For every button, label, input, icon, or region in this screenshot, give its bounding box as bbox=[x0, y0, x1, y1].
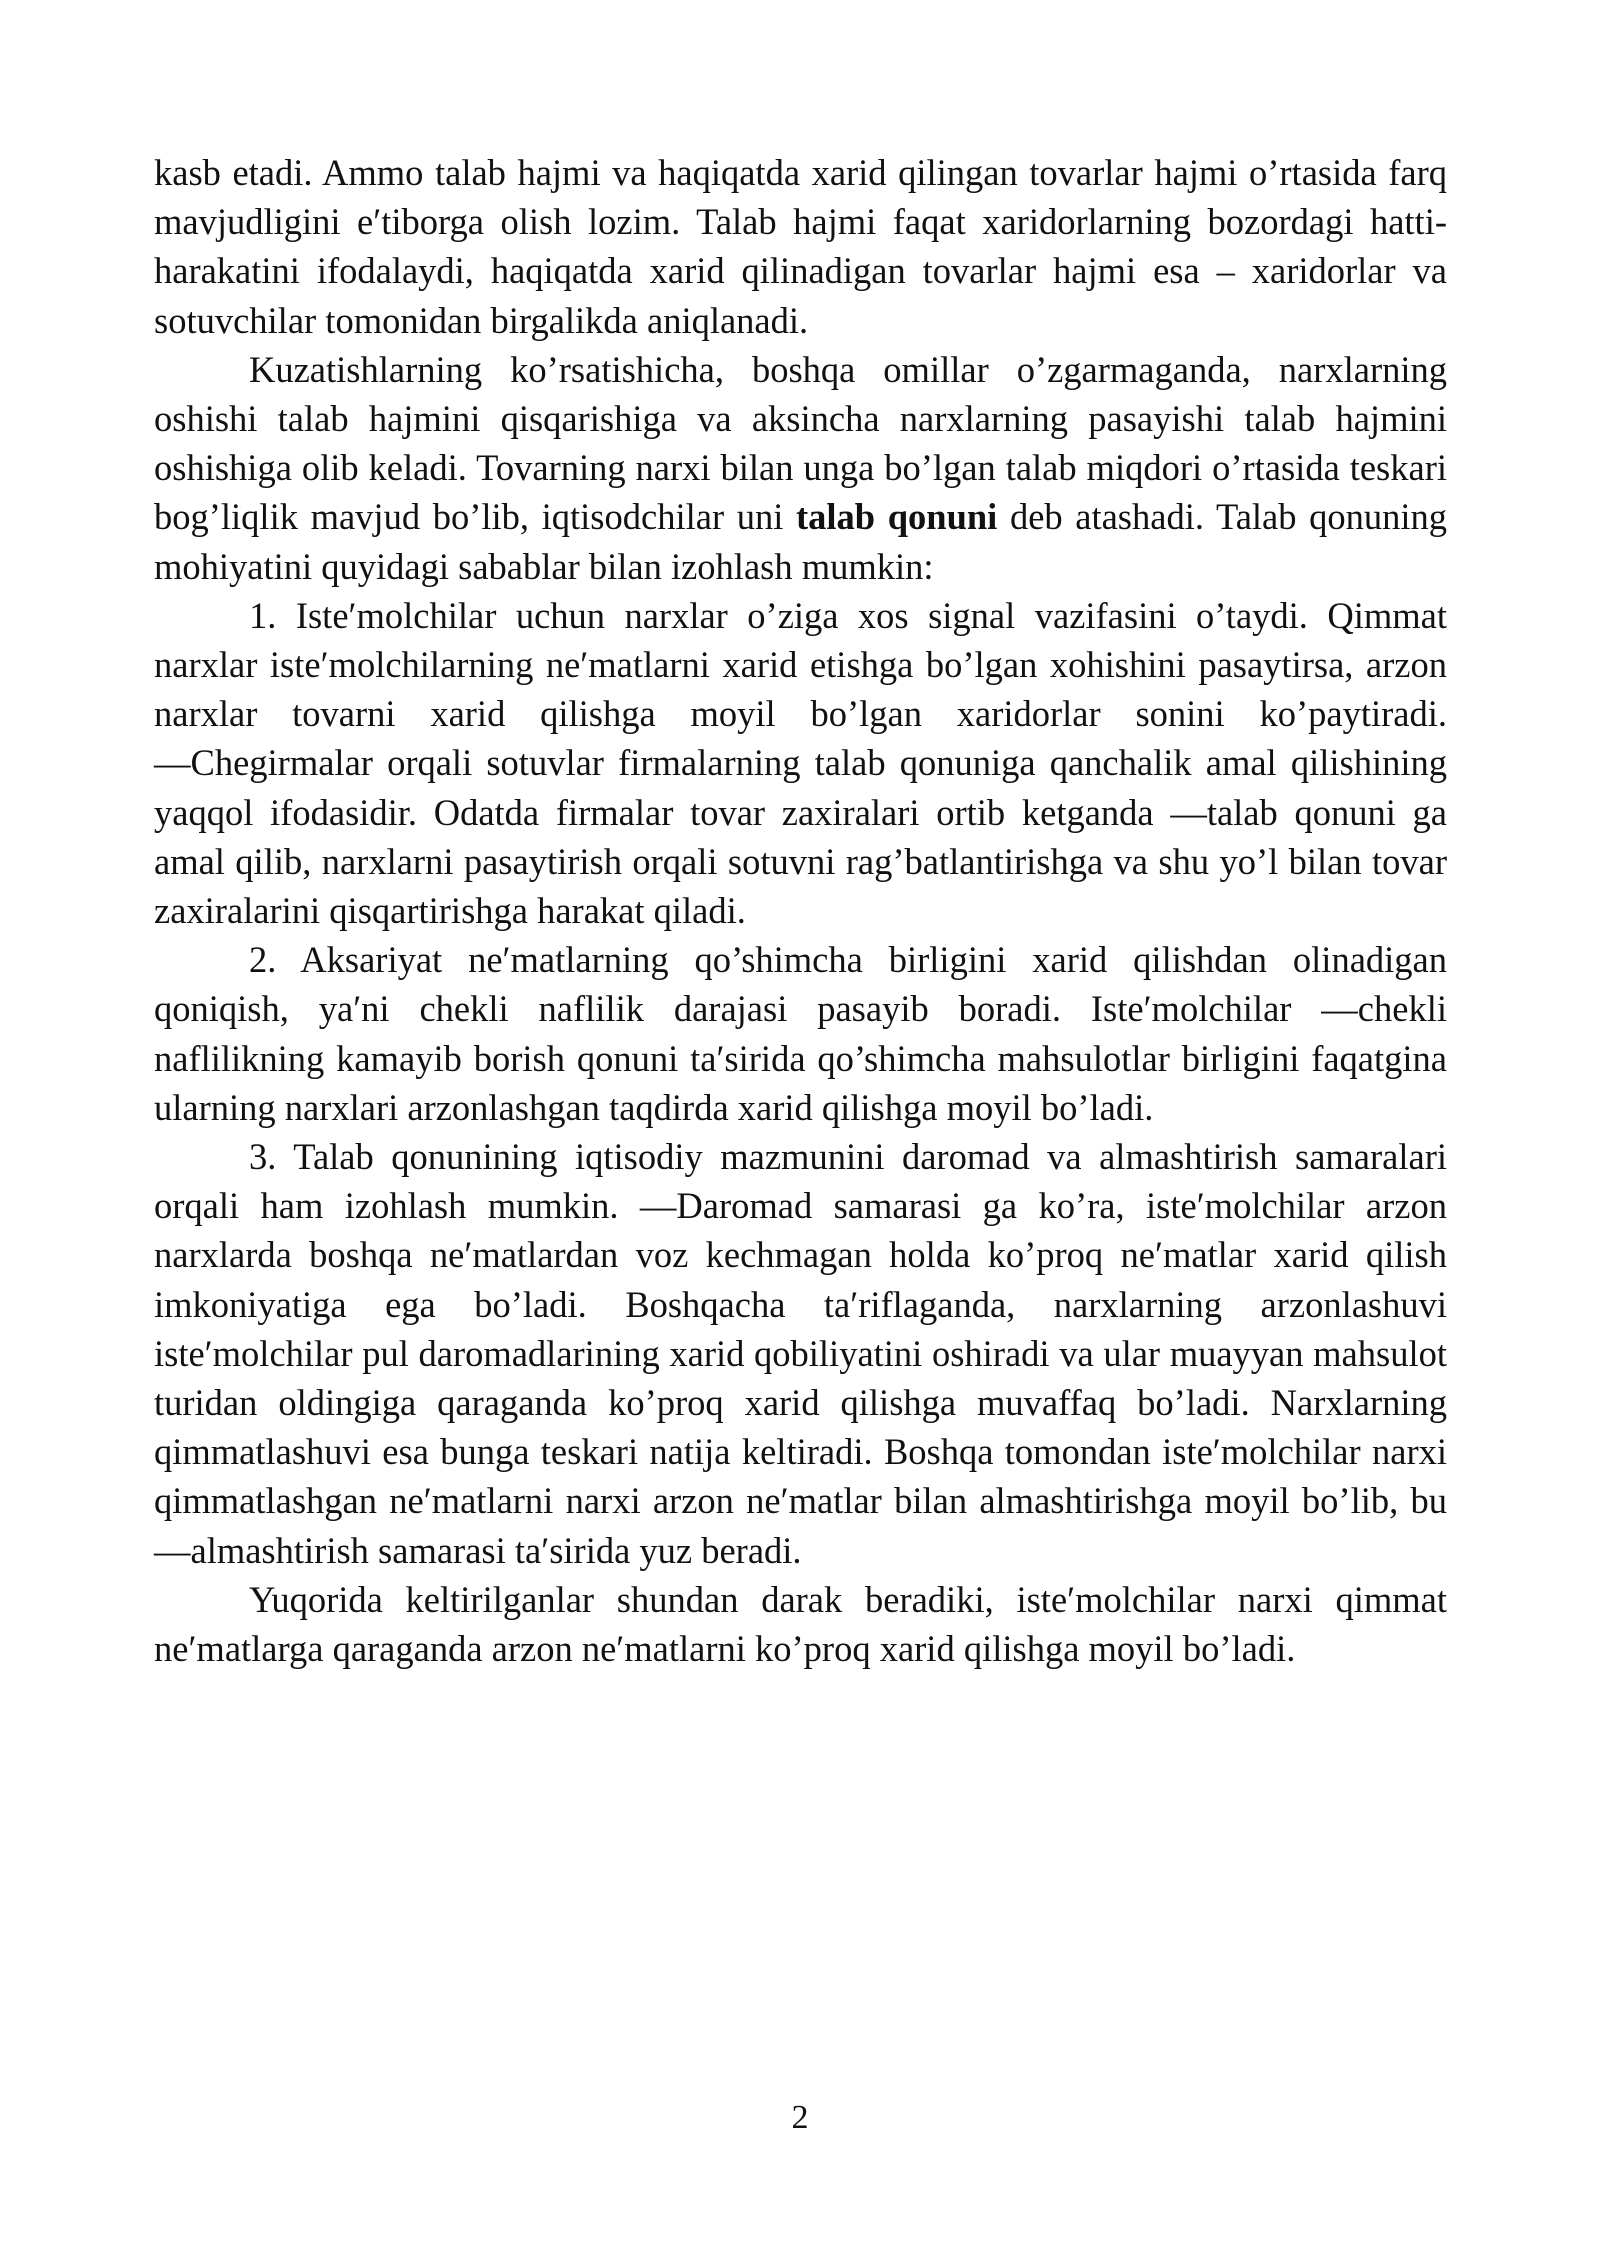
paragraph-reason-2 bbox=[154, 935, 1447, 1132]
paragraph-text: 3. Talab qonunining iqtisodiy mazmunini daromad va almashtirish samaralari orqali ham izohlash mumkin. ―Daromad samarasi ga ko’ra, iste′molchilar arzon narxlarda boshqa ne′matlardan voz kechmagan holda ko’proq ne′matlar xarid qilish imkoniyatiga ega bo’ladi. Boshqacha ta′riflaganda, narxlarning arzonlashuvi iste′molchilar pul daromadlarining xarid qobiliyatini oshiradi va ular muayyan mahsulot turidan oldingiga qaraganda ko’proq xarid qilishga muvaffaq bo’ladi. Narxlarning qimmatlashuvi esa bunga teskari natija keltiradi. Boshqa tomondan iste′molchilar narxi qimmatlashgan ne′matlarni narxi arzon ne′matlar bilan almashtirishga moyil bo’lib, bu ―almashtirish samarasi ta′sirida yuz beradi. bbox=[154, 1136, 1447, 1571]
paragraph-text: Yuqorida keltirilganlar shundan darak beradiki, iste′molchilar narxi qimmat ne′matlarga qaraganda arzon ne′matlarni ko’proq xarid qilishga moyil bo’ladi. bbox=[154, 1578, 1447, 1670]
paragraph-text: 2. Aksariyat ne′matlarning qo’shimcha birligini xarid qilishdan olinadigan qoniqish, ya′ni chekli naflilik darajasi pasayib boradi. Iste′molchilar ―chekli naflilikning kamayib borish qonuni ta′sirida qo’shimcha mahsulotlar birligini faqatgina ularning narxlari arzonlashgan taqdirda xarid qilishga moyil bo’ladi. bbox=[154, 939, 1447, 1128]
paragraph-text: kasb etadi. Ammo talab hajmi va haqiqatda xarid qilingan tovarlar hajmi o’rtasida farq mavjudligini e′tiborga olish lozim. Talab hajmi faqat xaridorlarning bozordagi hatti-harakatini ifodalaydi, haqiqatda xarid qilinadigan tovarlar hajmi esa – xaridorlar va sotuvchilar tomonidan birgalikda aniqlanadi. bbox=[154, 152, 1447, 341]
paragraph-text: deb atashadi. Talab qonuning mohiyatini quyidagi sabablar bilan izohlash mumkin: bbox=[154, 496, 1447, 587]
paragraph-text: Kuzatishlarning ko’rsatishicha, boshqa omillar o’zgarmaganda, narxlarning oshishi talab hajmini qisqarishiga va aksincha narxlarning pasayishi talab hajmini oshishiga olib keladi. Tovarning narxi bilan unga bo’lgan talab miqdori o’rtasida teskari bog’liqlik mavjud bo’lib, iqtisodchilar uni bbox=[154, 348, 1447, 538]
body-text bbox=[154, 148, 1447, 1673]
paragraph-text: 1. Iste′molchilar uchun narxlar o’ziga xos signal vazifasini o’taydi. Qimmat narxlar iste′molchilarning ne′matlarni xarid etishga bo’lgan xohishini pasaytirsa, arzon narxlar tovarni xarid qilishga moyil bo’lgan xaridorlar sonini ko’paytiradi. ―Chegirmalar orqali sotuvlar firmalarning talab qonuniga qanchalik amal qilishining yaqqol ifodasidir. Odatda firmalar tovar zaxiralari ortib ketganda ―talab qonuni ga amal qilib, narxlarni pasaytirish orqali sotuvni rag’batlantirishga va shu yo’l bilan tovar zaxiralarini qisqartirishga harakat qiladi. bbox=[154, 594, 1447, 932]
bold-term-talab-qonuni: talab qonuni bbox=[796, 496, 998, 538]
page-number: 2 bbox=[791, 2099, 809, 2136]
paragraph-conclusion bbox=[154, 1575, 1447, 1673]
paragraph-reason-1 bbox=[154, 591, 1447, 935]
paragraph-intro bbox=[154, 148, 1447, 345]
paragraph-reason-3 bbox=[154, 1132, 1447, 1575]
paragraph-talab-qonuni bbox=[154, 345, 1447, 591]
